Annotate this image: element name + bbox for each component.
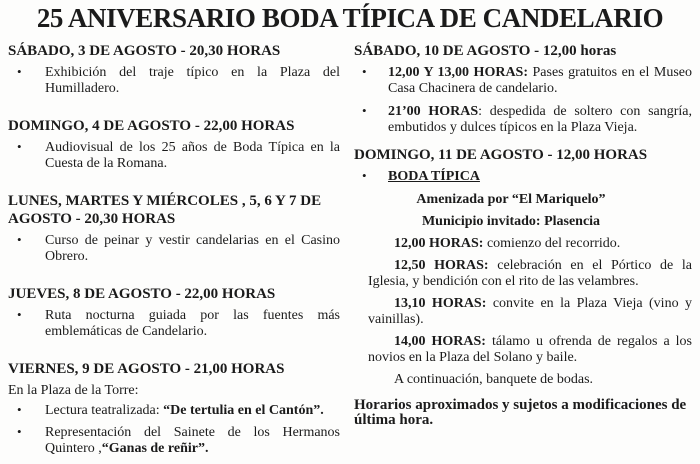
event-item-text: Pases gratuitos en el Museo Casa Chacinera de candelario. [388, 65, 692, 96]
bullet-icon: • [17, 64, 22, 79]
event-item [354, 104, 692, 136]
event-time-label: 13,10 HORAS: [394, 296, 487, 311]
schedule-entry [354, 296, 692, 328]
event-item-text: Lectura teatralizada: [45, 403, 164, 418]
event-item-boda-tipica [354, 169, 692, 185]
event-section-aug3 [8, 42, 340, 97]
event-item-text: Audiovisual de los 25 años de Boda Típica en la Cuesta de la Romana. [45, 140, 340, 171]
page-title: 25 ANIVERSARIO BODA TÍPICA DE CANDELARIO [36, 3, 664, 33]
amenizada-line: Amenizada por “El Mariquelo” [416, 192, 606, 207]
right-column [352, 42, 700, 457]
bullet-icon: • [17, 402, 22, 417]
schedule-entry [354, 334, 692, 366]
event-section-aug10 [354, 42, 692, 136]
event-item [8, 425, 340, 457]
event-section-aug9 [8, 360, 340, 457]
event-item [8, 233, 340, 265]
event-item-text: Curso de peinar y vestir candelarias en el Casino Obrero. [45, 233, 340, 264]
event-time-label: 14,00 HORAS: [394, 334, 486, 349]
event-item-text: tálamo u ofrenda de regalos a los novios en la Plaza del Solano y baile. [368, 334, 692, 365]
event-location-intro: En la Plaza de la Torre: [8, 383, 139, 398]
event-item-text: Representación del Sainete de los Hermanos Quintero , [45, 425, 340, 456]
event-item [354, 65, 692, 97]
event-section-aug4 [8, 117, 340, 172]
event-item [8, 140, 340, 172]
schedule-entry [354, 236, 692, 252]
event-item-title: “Ganas de reñir”. [101, 441, 209, 456]
municipio-line: Municipio invitado: Plasencia [421, 214, 601, 229]
bullet-icon: • [17, 307, 22, 322]
event-item-text: comienzo del recorrido. [483, 236, 621, 251]
event-section-aug8 [8, 285, 340, 340]
event-date-heading: SÁBADO, 10 DE AGOSTO - 12,00 horas [354, 43, 617, 59]
closing-note: A continuación, banquete de bodas. [394, 372, 594, 387]
event-section-aug5-7 [8, 192, 340, 265]
schedule-disclaimer: Horarios aproximados y sujetos a modificaciones de última hora. [354, 397, 687, 428]
bullet-icon: • [17, 139, 22, 154]
event-time-label: 12,00 HORAS: [394, 236, 484, 251]
event-date-heading: JUEVES, 8 DE AGOSTO - 22,00 HORAS [8, 286, 276, 302]
schedule-entry [354, 258, 692, 290]
two-column-layout [0, 42, 700, 457]
event-item [8, 403, 340, 419]
event-item-text: Ruta nocturna guiada por las fuentes más emblemáticas de Candelario. [45, 308, 340, 339]
event-item-text: Exhibición del traje típico en la Plaza del Humilladero. [45, 65, 340, 96]
bullet-icon: • [362, 64, 367, 79]
left-column [0, 42, 352, 457]
event-item-title: “De tertulia en el Cantón”. [163, 403, 324, 418]
event-time-label: 12,00 Y 13,00 HORAS: [388, 65, 528, 80]
event-date-heading: DOMINGO, 4 DE AGOSTO - 22,00 HORAS [8, 118, 295, 134]
event-item-text: : despedida de soltero con sangría, embutidos y dulces típicos en la Plaza Vieja. [388, 104, 692, 135]
event-date-heading: LUNES, MARTES Y MIÉRCOLES , 5, 6 Y 7 DE AGOSTO - 20,30 HORAS [8, 193, 322, 227]
event-item-text: convite en la Plaza Vieja (vino y vainillas). [368, 296, 693, 327]
bullet-icon: • [17, 232, 22, 247]
event-section-aug11 [354, 146, 692, 388]
boda-tipica-title: BODA TÍPICA [388, 169, 480, 184]
event-date-heading: DOMINGO, 11 DE AGOSTO - 12,00 HORAS [354, 147, 648, 163]
bullet-icon: • [362, 168, 367, 183]
event-time-label: 12,50 HORAS: [394, 258, 489, 273]
event-date-heading: SÁBADO, 3 DE AGOSTO - 20,30 HORAS [8, 43, 281, 59]
event-time-label: 21’00 HORAS [388, 104, 479, 119]
event-item [8, 308, 340, 340]
event-item [8, 65, 340, 97]
event-item-text: celebración en el Pórtico de la Iglesia, y bendición con el rito de las velambres. [368, 258, 692, 289]
bullet-icon: • [17, 424, 22, 439]
bullet-icon: • [362, 103, 367, 118]
event-date-heading: VIERNES, 9 DE AGOSTO - 21,00 HORAS [8, 361, 285, 377]
